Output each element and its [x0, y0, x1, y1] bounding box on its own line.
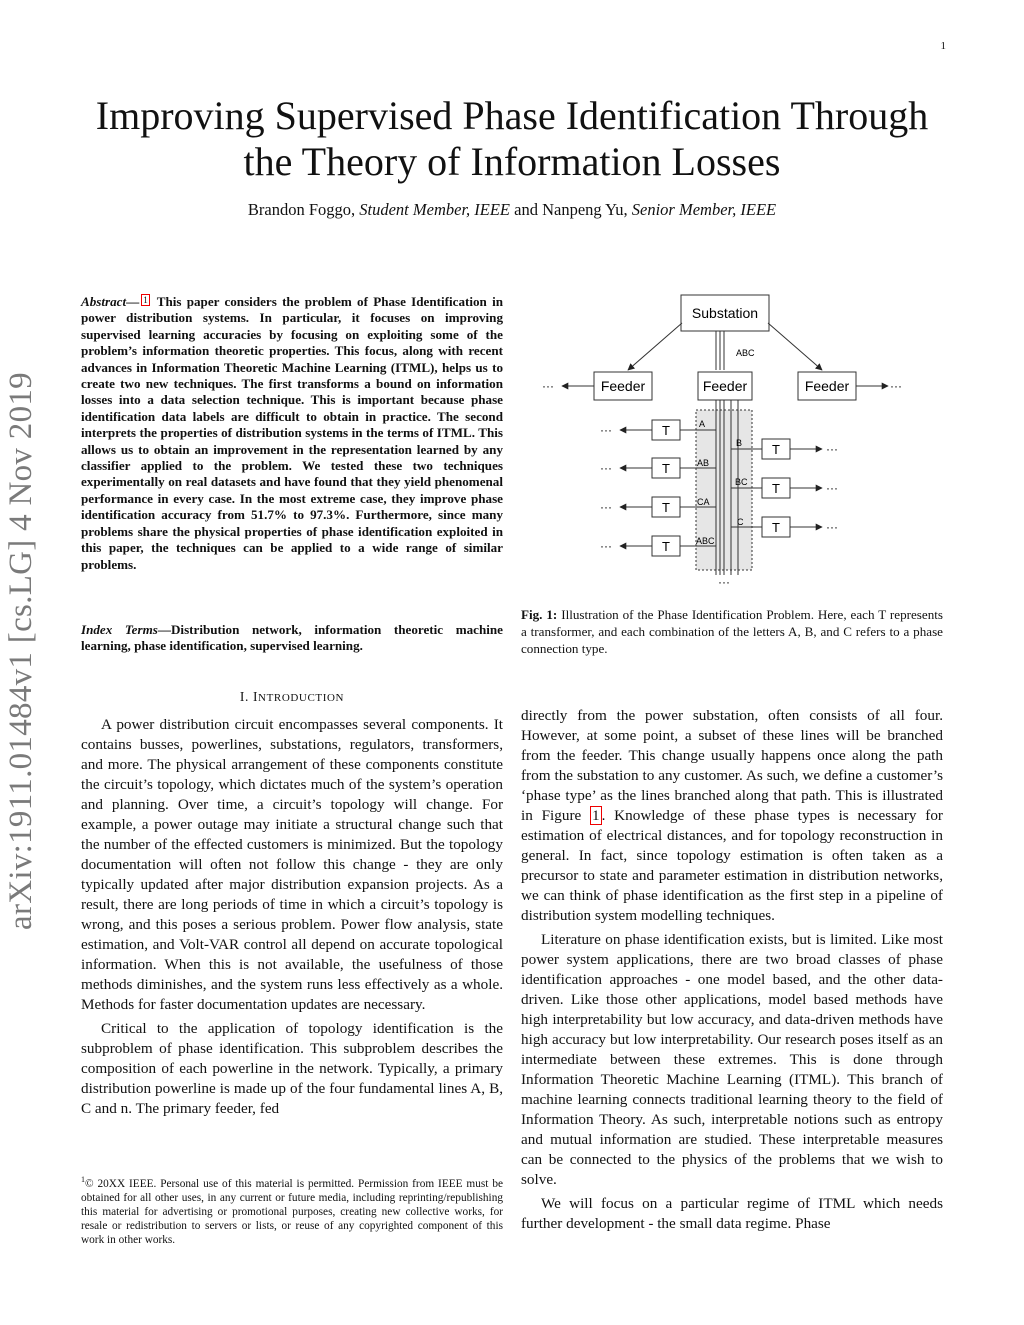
ellipsis: ···	[826, 520, 838, 534]
section-rest: NTRODUCTION	[258, 692, 345, 704]
figure-phase-diagram	[540, 290, 920, 590]
phase-label: A	[699, 419, 706, 429]
abstract-dash: —	[126, 294, 140, 309]
paragraph: Critical to the application of topology identification is the subproblem of phase identification. This subproblem describes the composition of each powerline in the network. Typically, a primary distribution powerline is made up of the four fundamental lines A, B, C and n. The primary feeder, fed	[81, 1020, 503, 1117]
ellipsis: ···	[600, 461, 612, 475]
index-terms-label: Index Terms	[81, 622, 158, 637]
ellipsis: ···	[600, 539, 612, 553]
author-joiner: and Nanpeng Yu,	[510, 200, 632, 219]
transformer-label: T	[662, 500, 670, 515]
arrow-right-feeder	[768, 323, 822, 370]
page-number: 1	[940, 40, 946, 52]
paragraph: We will focus on a particular regime of ITML which needs further development - the small data regime. Phase	[521, 1195, 943, 1232]
phase-label: AB	[697, 458, 710, 468]
transformer-label: T	[662, 461, 670, 476]
arrow-left-feeder	[628, 323, 682, 370]
feeder-label: Feeder	[702, 378, 748, 394]
footnote-text: © 20XX IEEE. Personal use of this material is permitted. Permission from IEEE must be obtained for all other uses, in any current or future media, including reprinting/republishing this material for advertising or promotional purposes, creating new collective works, for resale or redistribution to servers or lists, or reuse of any copyrighted component of this work in other works.	[81, 1177, 503, 1246]
transformer-label: T	[772, 442, 780, 457]
author-line	[60, 200, 964, 220]
feeder-label: Feeder	[804, 378, 850, 394]
arxiv-stamp: arXiv:1911.01484v1 [cs.LG] 4 Nov 2019	[3, 372, 39, 930]
index-terms-text: —Distribution network, information theoretic machine learning, phase identification, supervised learning.	[81, 622, 503, 654]
abstract	[81, 294, 503, 573]
index-terms	[81, 622, 503, 655]
section-heading	[81, 689, 503, 705]
abstract-text: This paper considers the problem of Phase Identification in power distribution systems. In particular, it focuses on improving supervised learning accuracies by focusing on exploiting some of the problem’s information theoretic properties. This focus, along with recent advances in Information Theoretic Machine Learning (ITML), helps us to create two new techniques. The first transforms a bound on information losses into a data selection technique. This is important because phase identification data labels are difficult to obtain in practice. The second interprets the properties of distribution systems in the terms of ITML. This allows us to obtain an improvement in the representation learned by any classifier applied to the problem. We tested these two techniques experimentally on real datasets and have found that they yield phenomenal performance in every case. In the most extreme case, they improve phase identification accuracy from 51.7% to 97.3%. Furthermore, since many problems share the physical properties of phase identification exploited in this paper, the techniques can be applied to a wide range of similar problems.	[81, 294, 503, 572]
ellipsis: ···	[600, 500, 612, 514]
author-1: Brandon Foggo,	[247, 200, 360, 219]
paragraph-text: directly from the power substation, often consists of all four. However, at some point, a subset of these lines will be branched from the feeder. This change usually happens once along the path from the substation to any customer. As such, we define a customer’s ‘phase type’ as the lines branched along that path. This is illustrated in Figure	[521, 707, 943, 824]
ellipsis: ···	[600, 423, 612, 437]
body-right-column	[521, 706, 943, 1234]
abc-label: ABC	[736, 348, 755, 358]
abstract-label: Abstract	[81, 294, 127, 309]
footnote-link[interactable]: 1	[143, 295, 148, 305]
figure-caption	[521, 606, 943, 657]
footnote	[81, 1173, 503, 1247]
ellipsis: ···	[826, 442, 838, 456]
author-1-role: Student Member, IEEE	[359, 200, 511, 219]
phase-label: C	[737, 517, 744, 527]
title-line-1: Improving Supervised Phase Identification Through	[95, 93, 929, 138]
ellipsis: ···	[718, 575, 730, 589]
section-initial: I	[252, 689, 259, 704]
paragraph	[521, 706, 943, 926]
ellipsis: ···	[542, 379, 554, 393]
paragraph: A power distribution circuit encompasses several components. It contains busses, powerlines, substations, regulators, transformers, and more. The physical arrangement of these components constitute the circuit’s topology, which dictates much of the system’s operation and planning. Over time, a circuit’s topology will change. For example, a power outage may initiate a structural change such that the number of the effected customers is minimized. But the topology documentation will often not follow this change - they are only typically updated after major distribution expansion projects. As a result, there are long periods of time in which a circuit’s topology is wrong, and this poses a serious problem. Power flow analysis, state estimation, and Volt-VAR control all depend on accurate topological information. When this is not available, the usefulness of those methods diminishes, and the system runs less effectively as a whole. Methods for faster documentation updates are necessary.	[81, 716, 503, 1013]
caption-label: Fig. 1:	[521, 607, 558, 622]
substation-label: Substation	[691, 305, 759, 321]
ellipsis: ···	[826, 481, 838, 495]
phase-label: CA	[697, 497, 710, 507]
paragraph-text: . Knowledge of these phase types is necessary for estimation of electrical distances, and for topology reconstruction in general. In fact, since topology estimation is often taken as a precursor to state and parameter estimation in distribution networks, we can think of phase identification as the first step in a pipeline of distribution system modelling techniques.	[521, 807, 943, 924]
paragraph: Literature on phase identification exists, but is limited. Like most power system applications, there are two broad classes of phase identification approaches - one model based, and the other data-driven. Like those other applications, model based methods have high interpretability but low accuracy, and data-driven methods have high accuracy but low interpretability. Our research poses itself as an intermediate between these extremes. This is done through Information Theoretic Machine Learning (ITML). This branch of machine learning connects traditional learning theory to the field of Information Theory. As such, interpretable notions such as entropy and mutual information are studied. These interpretable measures can be connected to the physics of the problems that we wish to solve.	[521, 931, 943, 1188]
title-line-2: the Theory of Information Losses	[243, 139, 781, 184]
phase-label: BC	[735, 477, 748, 487]
section-number: I.	[239, 689, 253, 704]
transformer-label: T	[772, 520, 780, 535]
caption-text: Illustration of the Phase Identification Problem. Here, each T represents a transformer, and each combination of the letters A, B, and C refers to a phase connection type.	[521, 607, 943, 656]
phase-label: B	[736, 438, 743, 448]
transformer-label: T	[662, 539, 670, 554]
transformer-label: T	[662, 423, 670, 438]
body-left-column	[81, 715, 503, 1119]
ellipsis: ···	[890, 379, 902, 393]
footnote-mark: 1	[81, 1175, 85, 1184]
figure-link[interactable]: 1	[592, 807, 600, 824]
author-2-role: Senior Member, IEEE	[631, 200, 777, 219]
paper-title	[60, 93, 964, 185]
transformer-label: T	[772, 481, 780, 496]
feeder-label: Feeder	[600, 378, 646, 394]
phase-label: ABC	[696, 536, 715, 546]
phase-diagram-svg	[540, 290, 920, 590]
